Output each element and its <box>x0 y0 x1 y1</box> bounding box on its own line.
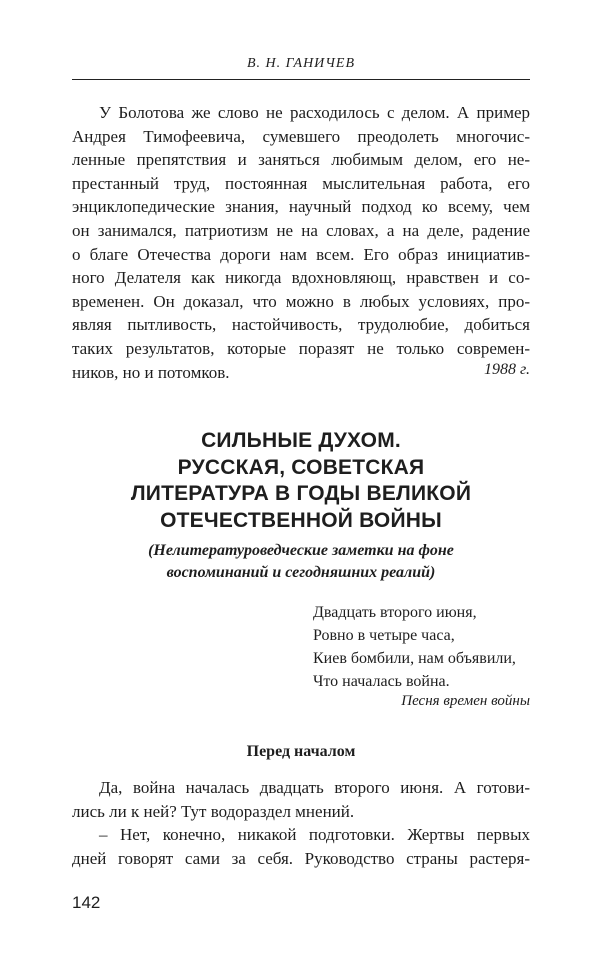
text-line: престанный труд, постоянная мыслительная работа, его <box>72 173 530 193</box>
chapter-title-line: РУССКАЯ, СОВЕТСКАЯ <box>177 455 425 479</box>
text-line: – Нет, конечно, никакой подготовки. Жертвы первых <box>99 825 530 845</box>
text-line: ного Делателя как никогда вдохновляющ, нравствен и со- <box>72 268 530 288</box>
epigraph <box>313 601 543 693</box>
text-line: являя пытливость, настойчивость, трудолюбие, добиться <box>72 315 530 335</box>
epigraph-source: Песня времен войны <box>401 693 530 709</box>
text-line: дней говорят сами за себя. Руководство страны растеря- <box>72 848 530 868</box>
section-title: Перед началом <box>246 743 356 760</box>
chapter-title-line: СИЛЬНЫЕ ДУХОМ. <box>201 429 401 452</box>
text-line: таких результатов, которые поразят не только современ- <box>72 338 530 358</box>
text-line: лись ли к ней? Тут водораздел мнений. <box>72 801 355 821</box>
epigraph-line: Что началась война. <box>313 673 450 690</box>
epigraph-line: Двадцать второго июня, <box>313 604 477 621</box>
chapter-title-line: ОТЕЧЕСТВЕННОЙ ВОЙНЫ <box>160 508 442 532</box>
section-body <box>72 776 530 870</box>
text-line: ников, но и потомков. <box>72 362 230 382</box>
essay-date: 1988 г. <box>483 361 530 378</box>
header-rule <box>72 79 530 80</box>
text-line: У Болотова же слово не расходилось с делом. А пример <box>99 103 530 122</box>
epigraph-line: Киев бомбили, нам объявили, <box>313 650 516 667</box>
text-line: он занимался, патриотизм не на словах, а на деле, радение <box>72 220 530 240</box>
chapter-subtitle <box>72 540 530 584</box>
paragraph-bolotov <box>72 101 530 384</box>
subtitle-line: воспоминаний и сегодняшних реалий) <box>166 564 436 581</box>
chapter-title-line: ЛИТЕРАТУРА В ГОДЫ ВЕЛИКОЙ <box>130 482 472 505</box>
text-line: Да, война началась двадцать второго июня. А готови- <box>99 778 530 797</box>
text-line: энциклопедические знания, научный подход ко всему, чем <box>72 197 530 217</box>
text-line: о благе Отечества дороги нам всем. Его образ инициатив- <box>72 244 530 264</box>
chapter-title <box>72 428 530 534</box>
subtitle-line: (Нелитературоведческие заметки на фоне <box>148 542 454 559</box>
running-head: В. Н. ГАНИЧЕВ <box>246 56 356 71</box>
epigraph-line: Ровно в четыре часа, <box>313 627 455 644</box>
text-line: временен. Он доказал, что можно в любых условиях, про- <box>72 291 530 311</box>
text-line: ленные препятствия и заняться любимым делом, его не- <box>72 150 530 170</box>
text-line: Андрея Тимофеевича, сумевшего преодолеть многочис- <box>72 126 530 146</box>
page-number: 142 <box>72 893 101 912</box>
